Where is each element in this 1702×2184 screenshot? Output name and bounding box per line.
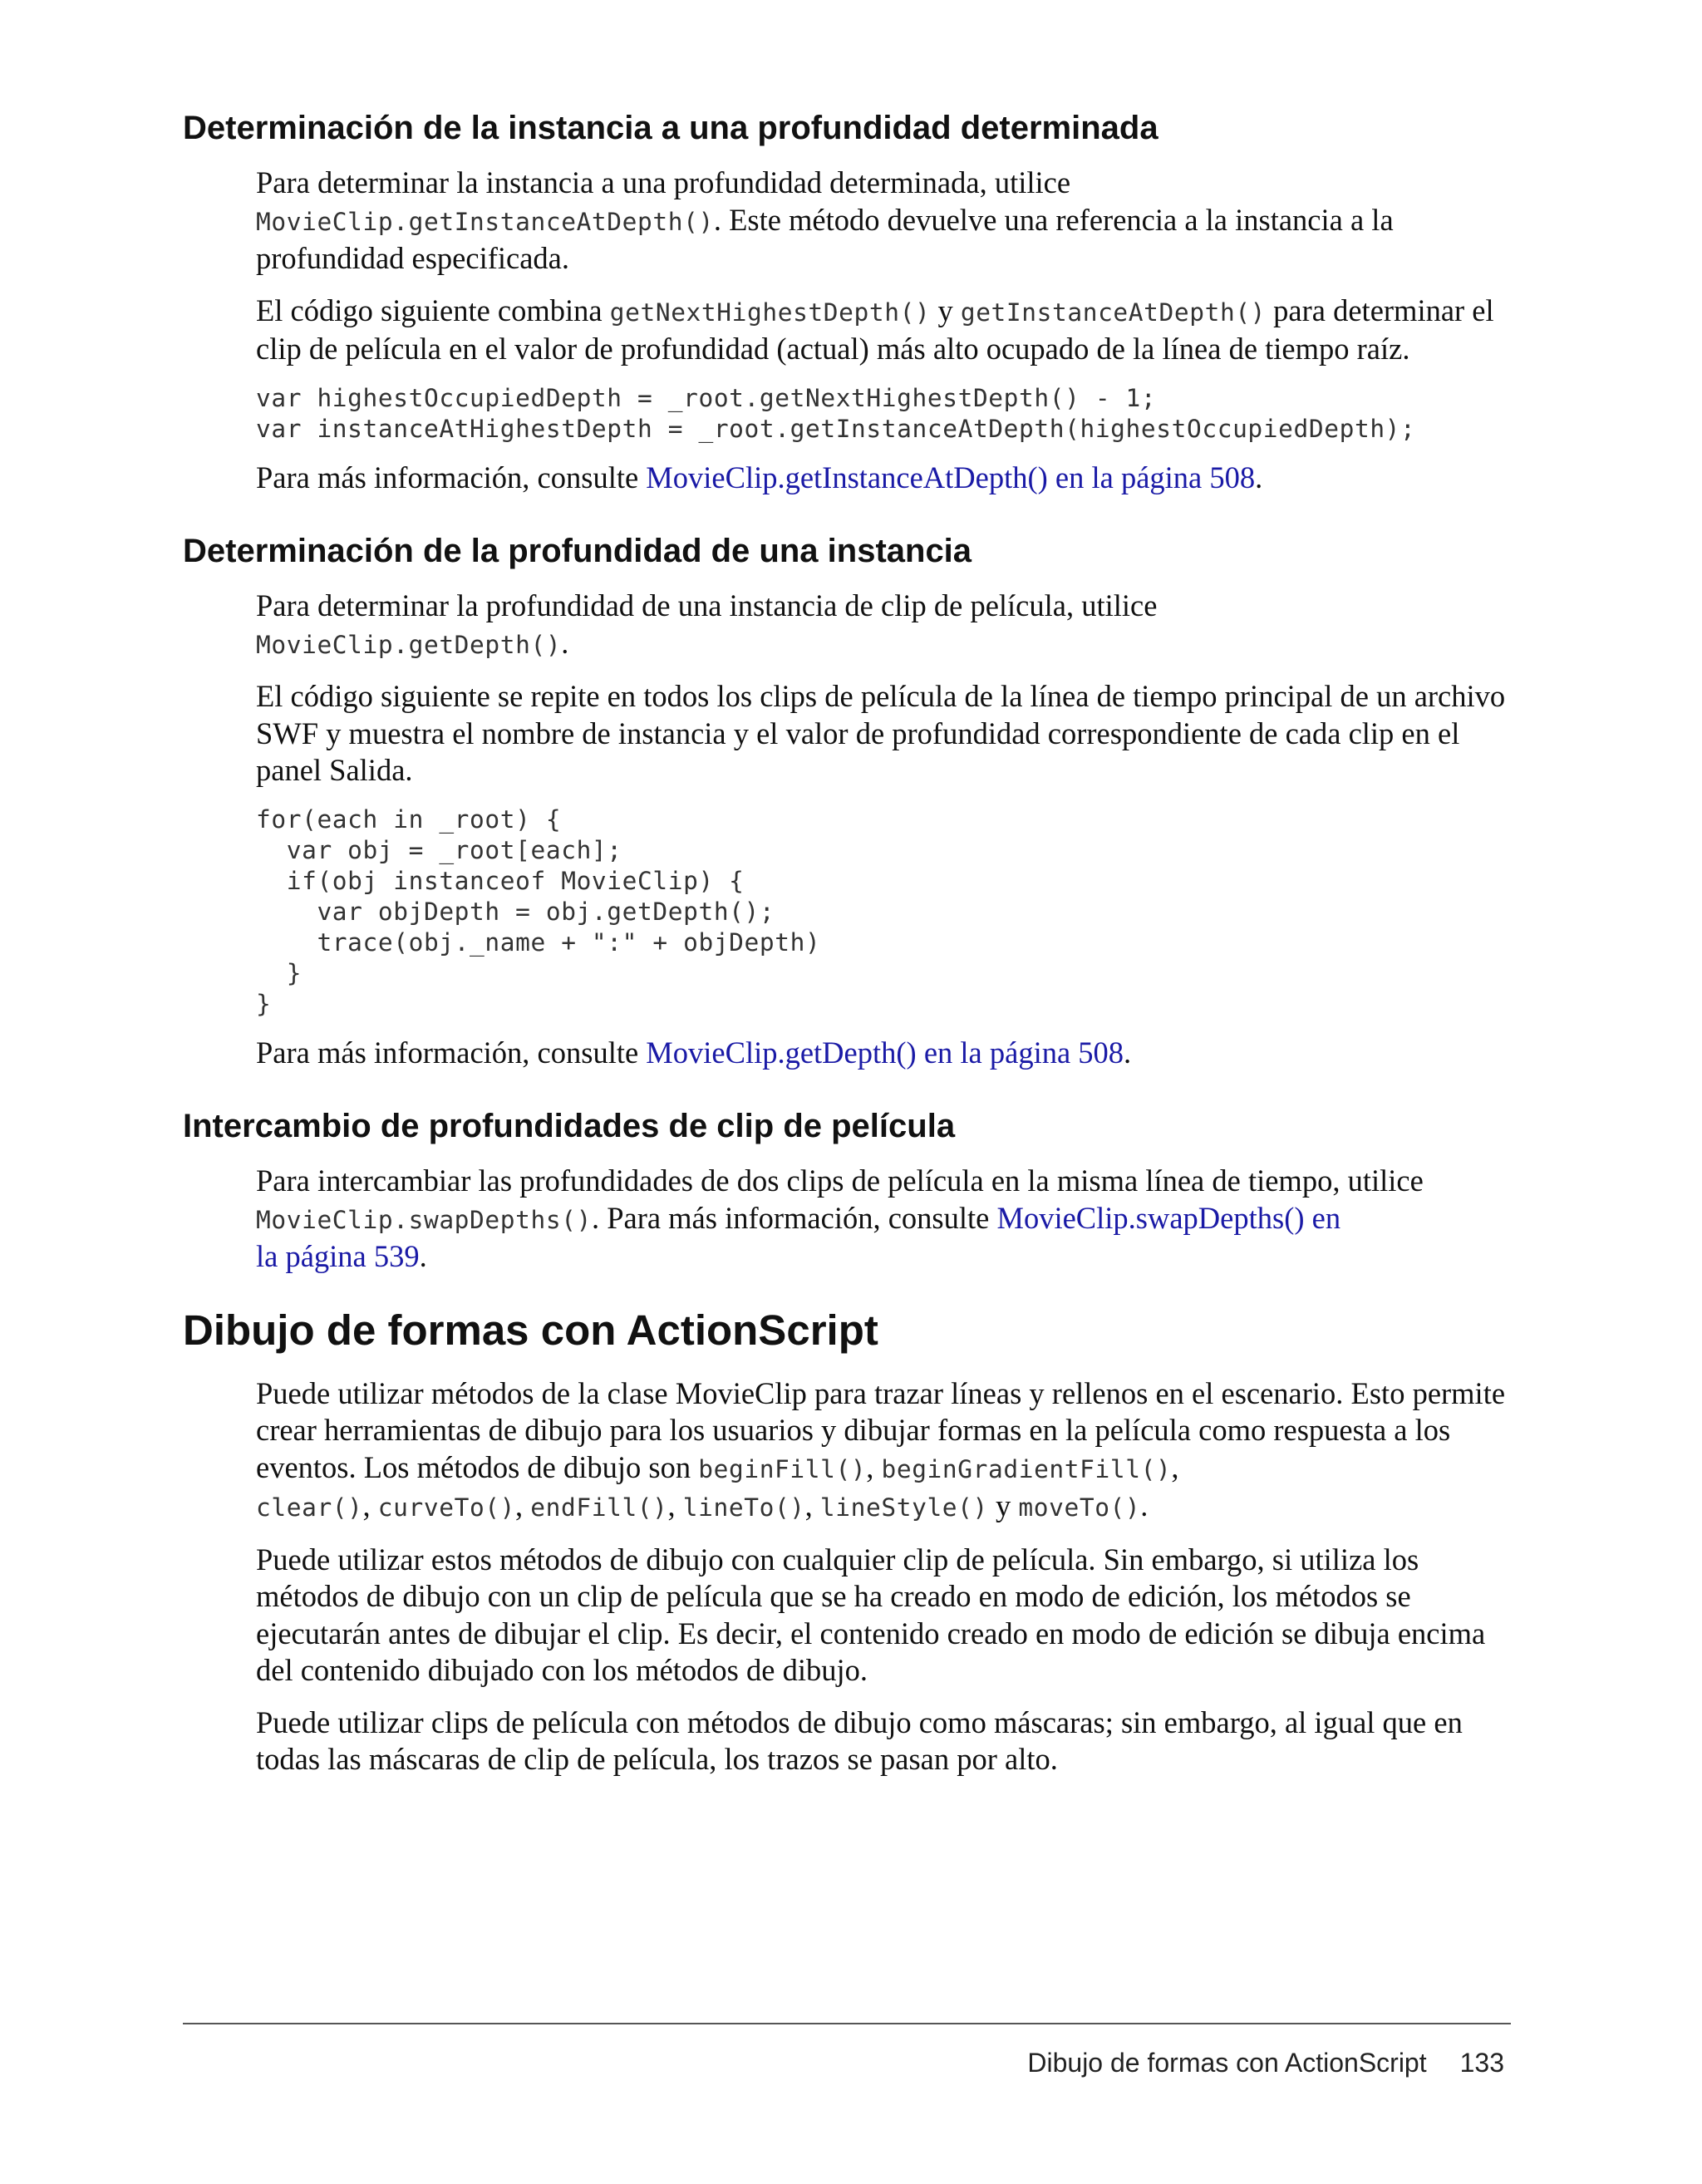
footer-divider <box>183 2023 1511 2024</box>
cross-reference-link[interactable]: la página 539 <box>256 1239 420 1273</box>
paragraph-text: . Este método devuelve una referencia a la instancia a la profundidad especificada. <box>256 202 1394 275</box>
paragraph <box>256 588 1513 663</box>
section-heading-instance-at-depth: Determinación de la instancia a una profundidad determinada <box>183 110 1158 146</box>
code-block: var highestOccupiedDepth = _root.getNextHighestDepth() - 1; var instanceAtHighestDepth = _root.getInstanceAtDepth(highestOccupiedDepth); <box>256 383 1416 443</box>
separator: , <box>1171 1449 1179 1484</box>
separator: , <box>515 1488 531 1522</box>
section-body-instance-at-depth <box>256 165 1513 496</box>
section-heading-swap-depths: Intercambio de profundidades de clip de película <box>183 1108 956 1144</box>
separator: , <box>866 1449 882 1484</box>
paragraph-text: Puede utilizar métodos de la clase MovieClip para trazar líneas y rellenos en el escenario. Esto permite crear herramientas de dibujo para los usuarios y dibujar formas en la película como respuesta a los eventos. Los métodos de dibujo son <box>256 1375 1506 1484</box>
footer-title: Dibujo de formas con ActionScript <box>1027 2048 1427 2078</box>
paragraph-text: Para determinar la profundidad de una instancia de clip de película, utilice <box>256 588 1158 622</box>
paragraph-text: . <box>1255 460 1263 494</box>
separator: . <box>1140 1488 1149 1522</box>
paragraph <box>256 165 1513 278</box>
inline-code: lineTo() <box>682 1493 805 1522</box>
inline-code: moveTo() <box>1018 1493 1141 1522</box>
inline-code: MovieClip.getDepth() <box>256 630 562 659</box>
inline-code: clear() <box>256 1493 363 1522</box>
paragraph-text: Para más información, consulte <box>256 1035 647 1070</box>
inline-code: beginFill() <box>698 1454 867 1483</box>
paragraph-text: Para más información, consulte <box>256 460 647 494</box>
section-heading-instance-depth: Determinación de la profundidad de una instancia <box>183 533 972 569</box>
separator: , <box>804 1488 820 1522</box>
separator: , <box>362 1488 378 1522</box>
section-body-swap-depths <box>256 1163 1513 1276</box>
separator: , <box>667 1488 683 1522</box>
paragraph: Puede utilizar estos métodos de dibujo con cualquier clip de película. Sin embargo, si utiliza los métodos de dibujo con un clip de película que se ha creado en modo de edición, los métodos se ejecutarán antes de dibujar el clip. Es decir, el contenido creado en modo de edición se dibuja encima del contenido dibujado con los métodos de dibujo. <box>256 1542 1486 1687</box>
paragraph-text: . <box>1124 1035 1132 1070</box>
paragraph-text: Para determinar la instancia a una profundidad determinada, utilice <box>256 165 1071 199</box>
page-content <box>183 106 1513 1793</box>
spacer <box>183 1086 1513 1104</box>
page-footer <box>1027 2046 1504 2079</box>
separator: y <box>987 1488 1019 1522</box>
cross-reference-link[interactable]: MovieClip.getInstanceAtDepth() en la página 508 <box>646 460 1256 494</box>
paragraph-text: . <box>419 1239 427 1273</box>
inline-code: MovieClip.swapDepths() <box>256 1205 592 1234</box>
paragraph-text: . <box>561 625 569 660</box>
inline-code: getNextHighestDepth() <box>609 298 931 327</box>
paragraph <box>256 1035 1513 1072</box>
cross-reference-link[interactable]: MovieClip.swapDepths() en <box>996 1200 1341 1235</box>
inline-code: getInstanceAtDepth() <box>960 298 1267 327</box>
paragraph <box>256 1375 1513 1527</box>
section-body-drawing-shapes <box>256 1375 1513 1778</box>
main-heading-drawing-shapes: Dibujo de formas con ActionScript <box>183 1306 878 1354</box>
paragraph-text: para determinar el clip de película en el valor de profundidad (actual) más alto ocupado de la línea de tiempo raíz. <box>256 293 1494 366</box>
inline-code: endFill() <box>530 1493 668 1522</box>
inline-code: curveTo() <box>377 1493 516 1522</box>
cross-reference-link[interactable]: MovieClip.getDepth() en la página 508 <box>646 1035 1124 1070</box>
inline-code: beginGradientFill() <box>881 1454 1172 1483</box>
section-body-instance-depth <box>256 588 1513 1071</box>
paragraph <box>256 293 1513 368</box>
paragraph: El código siguiente se repite en todos los clips de película de la línea de tiempo principal de un archivo SWF y muestra el nombre de instancia y el valor de profundidad correspondiente de cada clip en el panel Salida. <box>256 679 1506 787</box>
paragraph <box>256 1163 1513 1276</box>
inline-code: lineStyle() <box>819 1493 988 1522</box>
paragraph-text: El código siguiente combina <box>256 293 610 327</box>
paragraph <box>256 460 1513 497</box>
paragraph-text: . Para más información, consulte <box>591 1200 997 1235</box>
paragraph-text: Para intercambiar las profundidades de dos clips de película en la misma línea de tiempo, utilice <box>256 1163 1424 1198</box>
inline-code: MovieClip.getInstanceAtDepth() <box>256 207 714 236</box>
page-number: 133 <box>1459 2048 1504 2078</box>
paragraph: Puede utilizar clips de película con métodos de dibujo como máscaras; sin embargo, al igual que en todas las máscaras de clip de película, los trazos se pasan por alto. <box>256 1704 1463 1776</box>
spacer <box>183 511 1513 529</box>
code-block: for(each in _root) { var obj = _root[each]; if(obj instanceof MovieClip) { var objDepth = obj.getDepth(); trace(obj._name + ":" + objDepth) } } <box>256 804 821 1018</box>
paragraph-text: y <box>930 293 961 327</box>
